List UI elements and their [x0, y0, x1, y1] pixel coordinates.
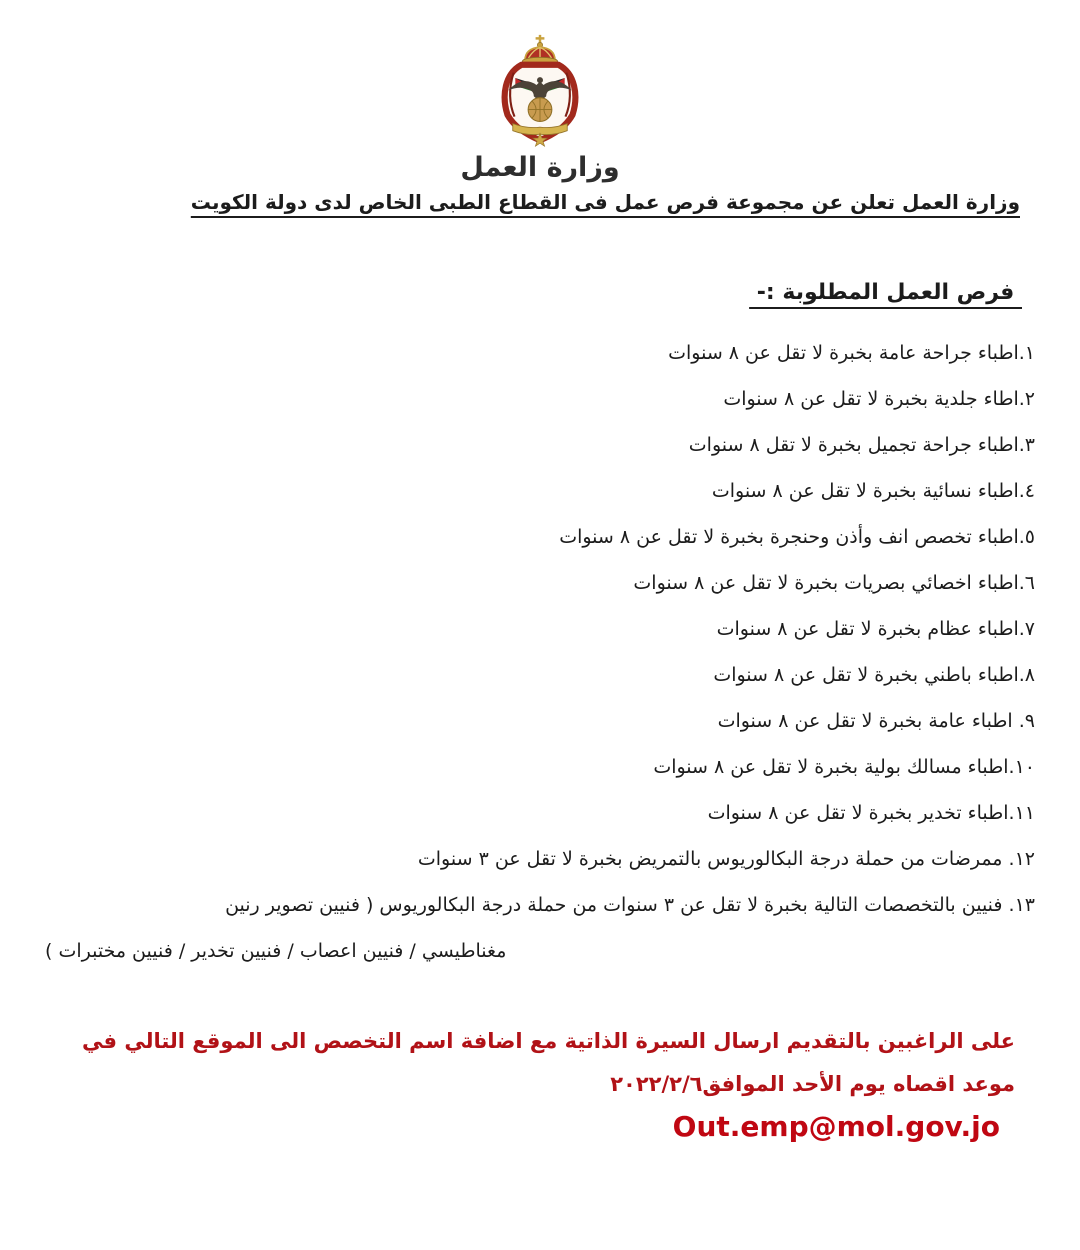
- application-notice: [65, 1020, 1015, 1106]
- jordan-coat-of-arms-icon: [487, 34, 593, 150]
- job-item-10: ١٠.اطباء مسالك بولية بخبرة لا تقل عن ٨ سنوات: [653, 756, 1035, 778]
- job-item-1: ١.اطباء جراحة عامة بخبرة لا تقل عن ٨ سنوات: [668, 342, 1035, 364]
- contact-email: Out.emp@mol.gov.jo: [672, 1110, 1000, 1143]
- job-item-7: ٧.اطباء عظام بخبرة لا تقل عن ٨ سنوات: [716, 618, 1035, 640]
- job-list: [45, 338, 1035, 982]
- job-item-11: ١١.اطباء تخدير بخبرة لا تقل عن ٨ سنوات: [707, 802, 1035, 824]
- job-item-5: ٥.اطباء تخصص انف وأذن وحنجرة بخبرة لا تقل عن ٨ سنوات: [559, 526, 1035, 548]
- job-item-13-line1: ١٣. فنيين بالتخصصات التالية بخبرة لا تقل عن ٣ سنوات من حملة درجة البكالوريوس ( فنيين تصوير رنين: [225, 894, 1035, 916]
- job-item-13-line2: مغناطيسي / فنيين اعصاب / فنيين تخدير / فنيين مختبرات ): [45, 940, 507, 962]
- ministry-logo: [0, 34, 1080, 183]
- job-item-3: ٣.اطباء جراحة تجميل بخبرة لا تقل ٨ سنوات: [688, 434, 1035, 456]
- job-item-12: ١٢. ممرضات من حملة درجة البكالوريوس بالتمريض بخبرة لا تقل عن ٣ سنوات: [417, 848, 1035, 870]
- job-item-2: ٢.اطاء جلدية بخبرة لا تقل عن ٨ سنوات: [723, 388, 1035, 410]
- announcement-title: وزارة العمل تعلن عن مجموعة فرص عمل فى القطاع الطبى الخاص لدى دولة الكويت: [190, 190, 1020, 214]
- notice-line-1: على الراغبين بالتقديم ارسال السيرة الذاتية مع اضافة اسم التخصص الى الموقع التالي في: [82, 1029, 1015, 1053]
- job-item-4: ٤.اطباء نسائية بخبرة لا تقل عن ٨ سنوات: [711, 480, 1035, 502]
- notice-line-2: موعد اقصاه يوم الأحد الموافق٢٠٢٢/٢/٦: [610, 1072, 1015, 1096]
- section-header-required-jobs: فرص العمل المطلوبة :-: [749, 280, 1022, 305]
- ministry-name: وزارة العمل: [460, 152, 620, 183]
- job-item-8: ٨.اطباء باطني بخبرة لا تقل عن ٨ سنوات: [713, 664, 1035, 686]
- job-item-6: ٦.اطباء اخصائي بصريات بخبرة لا تقل عن ٨ سنوات: [633, 572, 1035, 594]
- job-item-9: ٩. اطباء عامة بخبرة لا تقل عن ٨ سنوات: [717, 710, 1035, 732]
